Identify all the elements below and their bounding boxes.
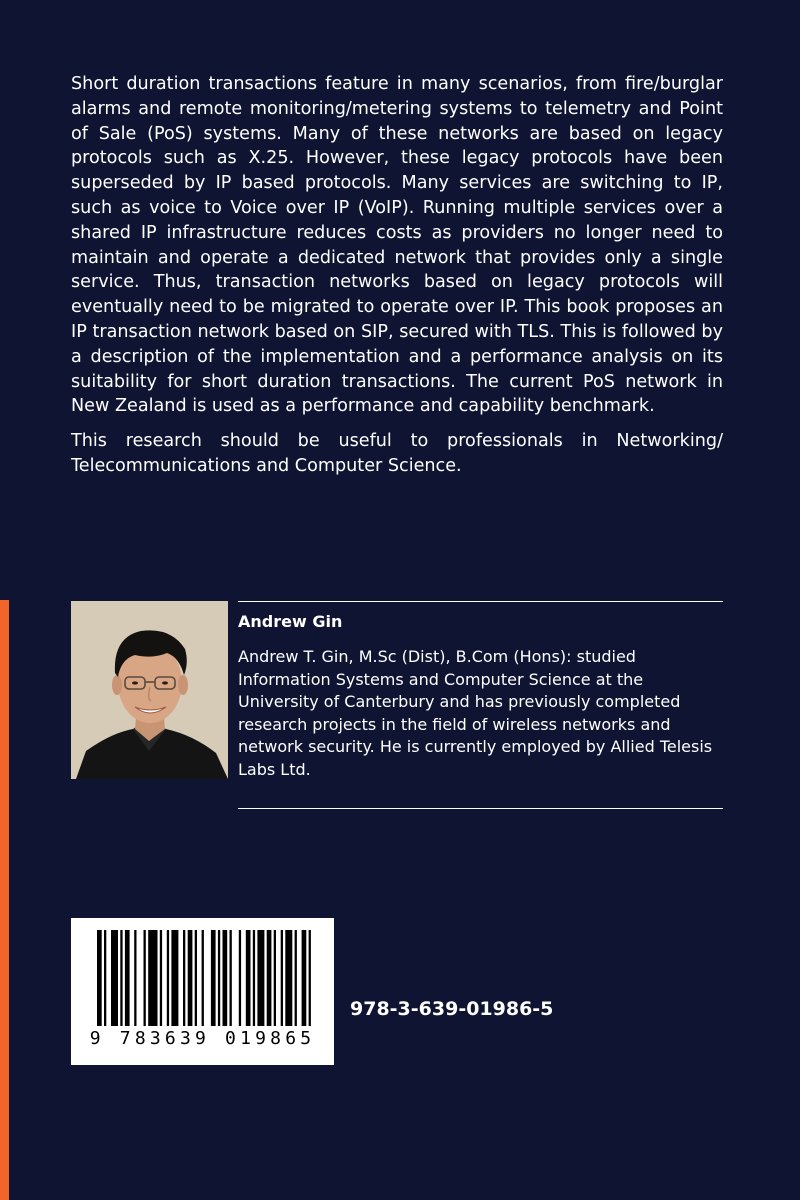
author-bio: Andrew T. Gin, M.Sc (Dist), B.Com (Hons): studied Information Systems and Computer Science at the University of Canterbury and has previously completed research projects in the field of wireless networks and network security. He is currently employed by Allied Telesis Labs Ltd. — [238, 647, 713, 779]
author-photo — [71, 601, 228, 779]
author-name: Andrew Gin — [238, 612, 343, 631]
author-section-bottom-divider — [238, 808, 723, 809]
barcode-digits: 9 783639 019865 — [89, 1028, 316, 1049]
isbn-barcode — [71, 918, 334, 1065]
author-portrait-image — [71, 601, 228, 779]
author-section-top-divider — [238, 601, 723, 602]
description-paragraph-2: This research should be useful to professionals in Networking/ Telecommunications and Computer Science. — [71, 431, 723, 476]
isbn-number: 978-3-639-01986-5 — [350, 998, 554, 1020]
description-paragraph-1: Short duration transactions feature in many scenarios, from fire/burglar alarms and remote monitoring/metering systems to telemetry and Point of Sale (PoS) systems. Many of these networks are based on legacy protocols such as X.25. However, these legacy protocols have been superseded by IP based protocols. Many services are switching to IP, such as voice to Voice over IP (VoIP). Running multiple services over a shared IP infrastructure reduces costs as providers no longer need to maintain and operate a dedicated network that provides only a single service. Thus, transaction networks based on legacy protocols will eventually need to be migrated to operate over IP. This book proposes an IP transaction network based on SIP, secured with TLS. This is followed by a description of the implementation and a performance analysis on its suitability for short duration transactions. The current PoS network in New Zealand is used as a performance and capability benchmark. — [71, 74, 723, 417]
book-description — [71, 72, 723, 489]
orange-accent-bar — [0, 600, 9, 1200]
